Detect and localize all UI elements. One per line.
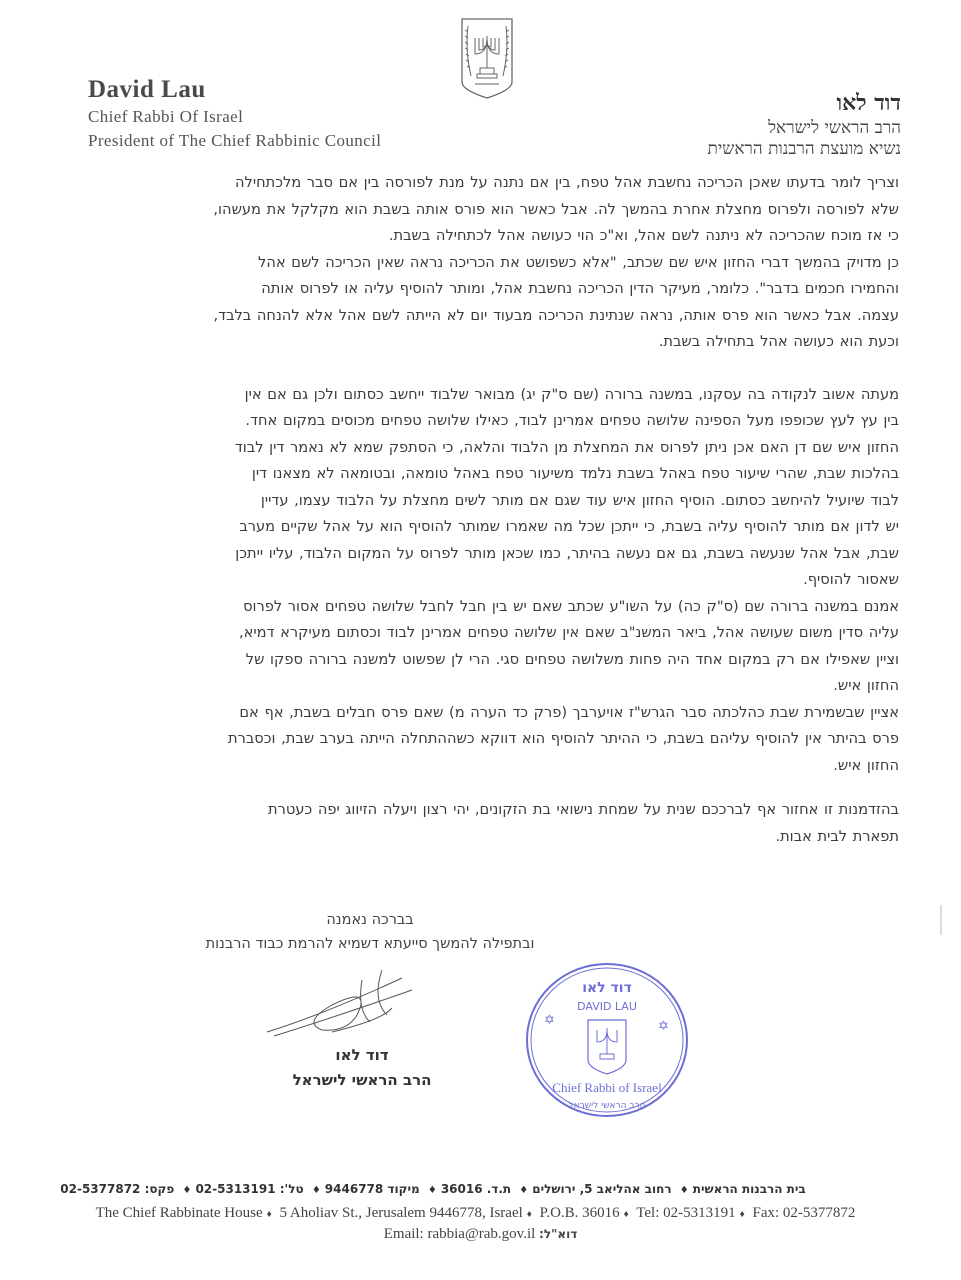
text-line: וצריך לומר בדעתו שאכן הכריכה נחשבת אהל טפח, בין אם נתנה על מנת לפורסה בין אם סבר מלכתחילה (235, 174, 899, 191)
closing-blessing: ובתפילה להמשך סייעתא דשמיא להרמת כבוד הרבנות (205, 936, 535, 952)
email-label-hebrew: דוא"ל: (539, 1227, 578, 1241)
letter-body (120, 170, 899, 850)
svg-text:DAVID LAU: DAVID LAU (577, 1000, 637, 1013)
text-line: בהזדמנות זו אחזור אף לברככם שנית על שמחת נישואי בת הזקונים, יהי רצון ויעלה הזיווג יפה כעטרת (268, 801, 899, 818)
paragraph (120, 797, 899, 850)
text-line: שבת, אבל אהל שנעשה בשבת, גם אם נעשה בהיתר, כמו שכאן מותר לפרוס על המקום הלבוד, עליו ייתכן (235, 544, 899, 562)
text-line: עליה סדין משום שעושה אהל, ביאר המשנ"ב שאם אין שלושה טפחים אמרינן לבוד וכסתום מעיקרא דמיא, (238, 624, 899, 641)
text-line: לבוד שיועיל להיחשב כסתום. הוסיף החזון איש עוד שגם אם מותר לשים מחצלת על הלבוד עצמו, עדיין (260, 491, 899, 509)
text-line: והחמירו חכמים בדבר". כלומר, מעיקר הדין הכריכה נחשבת אהל, ומותר להוסיף עליה או לפרוס אותה (261, 280, 899, 297)
footer-email (0, 1226, 961, 1243)
text-line: אמנם במשנה ברורה שם (ס"ק כה) על השו"ע שכתב שאם יש בין חבל לחבל שלושה טפחים אסור לפרוס (243, 597, 899, 615)
signer-name: דוד לאו (335, 1046, 389, 1064)
svg-text:✡: ✡ (544, 1013, 555, 1028)
hebrew-subtitle: נשיא מועצת הרבנות הראשית (707, 139, 901, 159)
text-line: כן מדויק בהמשך דברי החזון איש שם שכתב, "אלא כשפושט את הכריכה נראה שאין הכריכה לשם אהל (258, 253, 899, 271)
text-line: שלא לפורסה ולפרוס מחצלת אחרת בהמשך לה. אבל כאשר הוא פורס אותה בשבת הוא מקלקל את מעשהו, (213, 200, 899, 218)
text-line: החזון איש. (833, 756, 899, 774)
text-line: תפארת לבית אבות. (775, 827, 899, 845)
text-line: החזון איש. (833, 677, 899, 694)
text-line: וציין שאפילו אם רק במקום אחד היה פחות משלושה טפחים סגי. הרי לן שפשוט למשנה ברורה ספקו של (245, 650, 899, 668)
paragraph (120, 382, 899, 780)
text-line: בין עץ לעץ שכופפו מעל הספינה שלושה טפחים אמרינן לבוד, כאילו שלושה טפחים מכוסים במקום אחד. (245, 412, 899, 429)
text-line: עצמה. אבל כאשר הוא פרס אותה, נראה שנתינת הכריכה מבעוד יום לא הייתה לשם אהל אלא להנחה בלבד, (213, 306, 899, 324)
english-name: David Lau (88, 76, 206, 103)
svg-text:Chief Rabbi of Israel: Chief Rabbi of Israel (552, 1080, 662, 1095)
state-of-israel-emblem-icon (459, 16, 515, 100)
footer-english-address: The Chief Rabbinate House ♦ 5 Aholiav St., Jerusalem 9446778, Israel ♦ P.O.B. 36016 ♦ Tel: 02-5313191 ♦ Fax: 02-5377872 (95, 1205, 856, 1221)
english-title: Chief Rabbi Of Israel (88, 107, 244, 126)
closing-greeting: בברכה נאמנה (326, 912, 414, 928)
text-line: החזון איש שם דן האם אכן ניתן לפרוס את המחצלת מן הלבוד והלאה, כי הסתפק שמא לא נאמר דין לבוד (234, 438, 899, 456)
text-line: אציין שבשמירת שבת כהלכתה סבר הגרש"ז אויערבך (פרק כד הערה מ) שאם פרס חבלים בשבת, אף אם (239, 703, 899, 721)
email-link[interactable]: Email: rabbia@rab.gov.il (383, 1226, 536, 1242)
signer-title: הרב הראשי לישראל (292, 1071, 432, 1089)
text-line: מעתה אשוב לנקודה בה עסקנו, במשנה ברורה (שם ס"ק יג) מבואר שלבוד ייחשב כסתום ולכן גם אם אין (244, 385, 899, 403)
handwritten-signature-icon (262, 960, 462, 1040)
svg-text:דוד לאו: דוד לאו (582, 980, 632, 996)
text-line: שאסור להוסיף. (803, 571, 899, 588)
text-line: בהלכות שבת, שהרי שיעור טפח באהל בשבת נלמד משיעור טפח באהל טומאה, ובטומאה לא מצאנו דין (251, 465, 899, 482)
text-line: וכעת הוא כעושה אהל בתחילה בשבת. (658, 333, 899, 350)
hebrew-title: הרב הראשי לישראל (768, 118, 901, 138)
scan-artifact (940, 905, 942, 935)
svg-text:✡: ✡ (658, 1019, 669, 1034)
paragraph (120, 170, 899, 356)
text-line: כי אז מוכח שהכריכה לא ניתנה לשם אהל, וא"כ הוי כעושה אהל לכתחילה בשבת. (388, 227, 899, 244)
svg-text:הרב הראשי לישראל: הרב הראשי לישראל (568, 1101, 646, 1111)
english-subtitle: President of The Chief Rabbinic Council (88, 131, 382, 150)
footer-hebrew-address: בית הרבנות הראשית♦ רחוב אהליאב 5, ירושלים♦ ת.ד. 36016♦ מיקוד 9446778♦ טל': 02-5313191♦ פקס: 02-5377872 (60, 1182, 806, 1196)
official-stamp (522, 960, 692, 1120)
hebrew-name: דוד לאו (836, 90, 901, 116)
text-line: יש לדון אם מותר להוסיף עליה בשבת, כי ייתכן שכל מה שאמרו שמותר להוסיף הוא על אהל שקיים מערב (239, 518, 899, 535)
text-line: פרס בהיתר אין להוסיף עליהם בשבת, כי ההיתר להוסיף הוא דווקא כשההתחלה הייתה בערב שבת, וכסברת (228, 730, 899, 747)
